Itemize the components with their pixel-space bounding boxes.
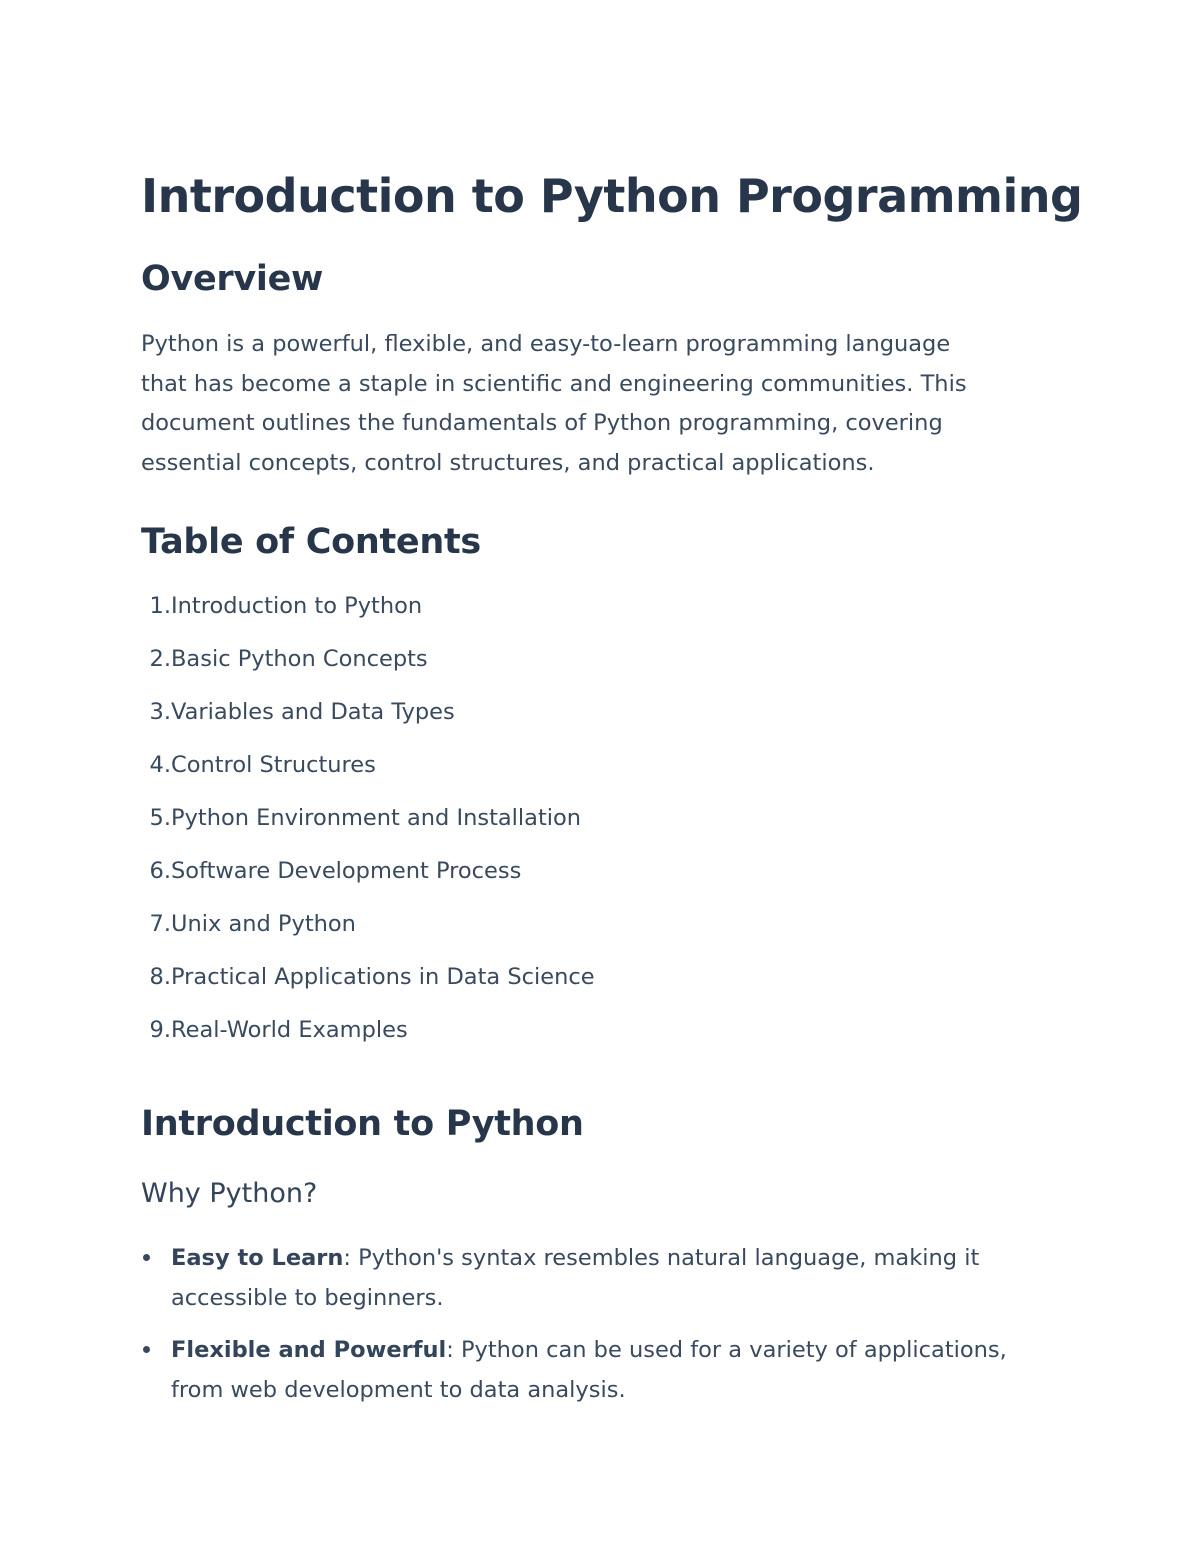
toc-item-number: 3. — [149, 698, 171, 725]
toc-item — [141, 752, 1060, 805]
toc-item-label: Introduction to Python — [171, 592, 423, 619]
bullet-dot-icon — [143, 1254, 150, 1261]
overview-paragraph — [141, 325, 1061, 484]
bullet-term: Flexible and Powerful — [171, 1336, 447, 1363]
toc-list — [141, 593, 1060, 1070]
why-python-subheading: Why Python? — [141, 1177, 318, 1209]
intro-heading: Introduction to Python — [141, 1103, 584, 1144]
toc-item — [141, 805, 1060, 858]
overview-heading: Overview — [141, 259, 324, 299]
toc-item-label: Python Environment and Installation — [171, 804, 582, 831]
toc-item-number: 6. — [149, 857, 171, 884]
toc-item-number: 1. — [149, 592, 171, 619]
toc-item-label: Real-World Examples — [171, 1016, 408, 1043]
bullet-line — [171, 1330, 1051, 1370]
bullet-line — [171, 1238, 1051, 1278]
toc-item-label: Control Structures — [171, 751, 376, 778]
toc-item — [141, 593, 1060, 646]
toc-section — [141, 520, 1060, 1070]
toc-item — [141, 699, 1060, 752]
why-python-list — [141, 1238, 1060, 1410]
toc-item-number: 7. — [149, 910, 171, 937]
toc-item-number: 2. — [149, 645, 171, 672]
toc-item-number: 9. — [149, 1016, 171, 1043]
bullet-item — [141, 1238, 1051, 1318]
document-title: Introduction to Python Programming — [141, 169, 1083, 223]
bullet-text: : Python can be used for a variety of applications, — [446, 1336, 1007, 1363]
overview-line: document outlines the fundamentals of Python programming, covering — [141, 410, 943, 437]
bullet-line: accessible to beginners. — [171, 1284, 444, 1311]
toc-item — [141, 646, 1060, 699]
toc-item-label: Practical Applications in Data Science — [171, 963, 595, 990]
toc-item — [141, 858, 1060, 911]
bullet-text: : Python's syntax resembles natural language, making it — [343, 1244, 980, 1271]
toc-item-number: 4. — [149, 751, 171, 778]
toc-item-label: Basic Python Concepts — [171, 645, 428, 672]
toc-item-label: Unix and Python — [171, 910, 356, 937]
overview-section — [141, 257, 1060, 484]
toc-item-label: Software Development Process — [171, 857, 522, 884]
toc-item — [141, 964, 1060, 1017]
toc-item — [141, 1017, 1060, 1070]
bullet-item — [141, 1330, 1051, 1410]
toc-heading: Table of Contents — [141, 521, 481, 562]
toc-item — [141, 911, 1060, 964]
bullet-term: Easy to Learn — [171, 1244, 344, 1271]
overview-line: Python is a powerful, flexible, and easy-to-learn programming language — [141, 331, 951, 357]
bullet-dot-icon — [143, 1346, 150, 1353]
intro-section — [141, 1102, 1060, 1410]
toc-item-number: 5. — [149, 804, 171, 831]
bullet-line: from web development to data analysis. — [171, 1376, 626, 1403]
overview-line: essential concepts, control structures, and practical applications. — [141, 450, 875, 477]
toc-item-number: 8. — [149, 963, 171, 990]
toc-item-label: Variables and Data Types — [171, 698, 455, 725]
overview-line: that has become a staple in scientific and engineering communities. This — [141, 370, 967, 397]
